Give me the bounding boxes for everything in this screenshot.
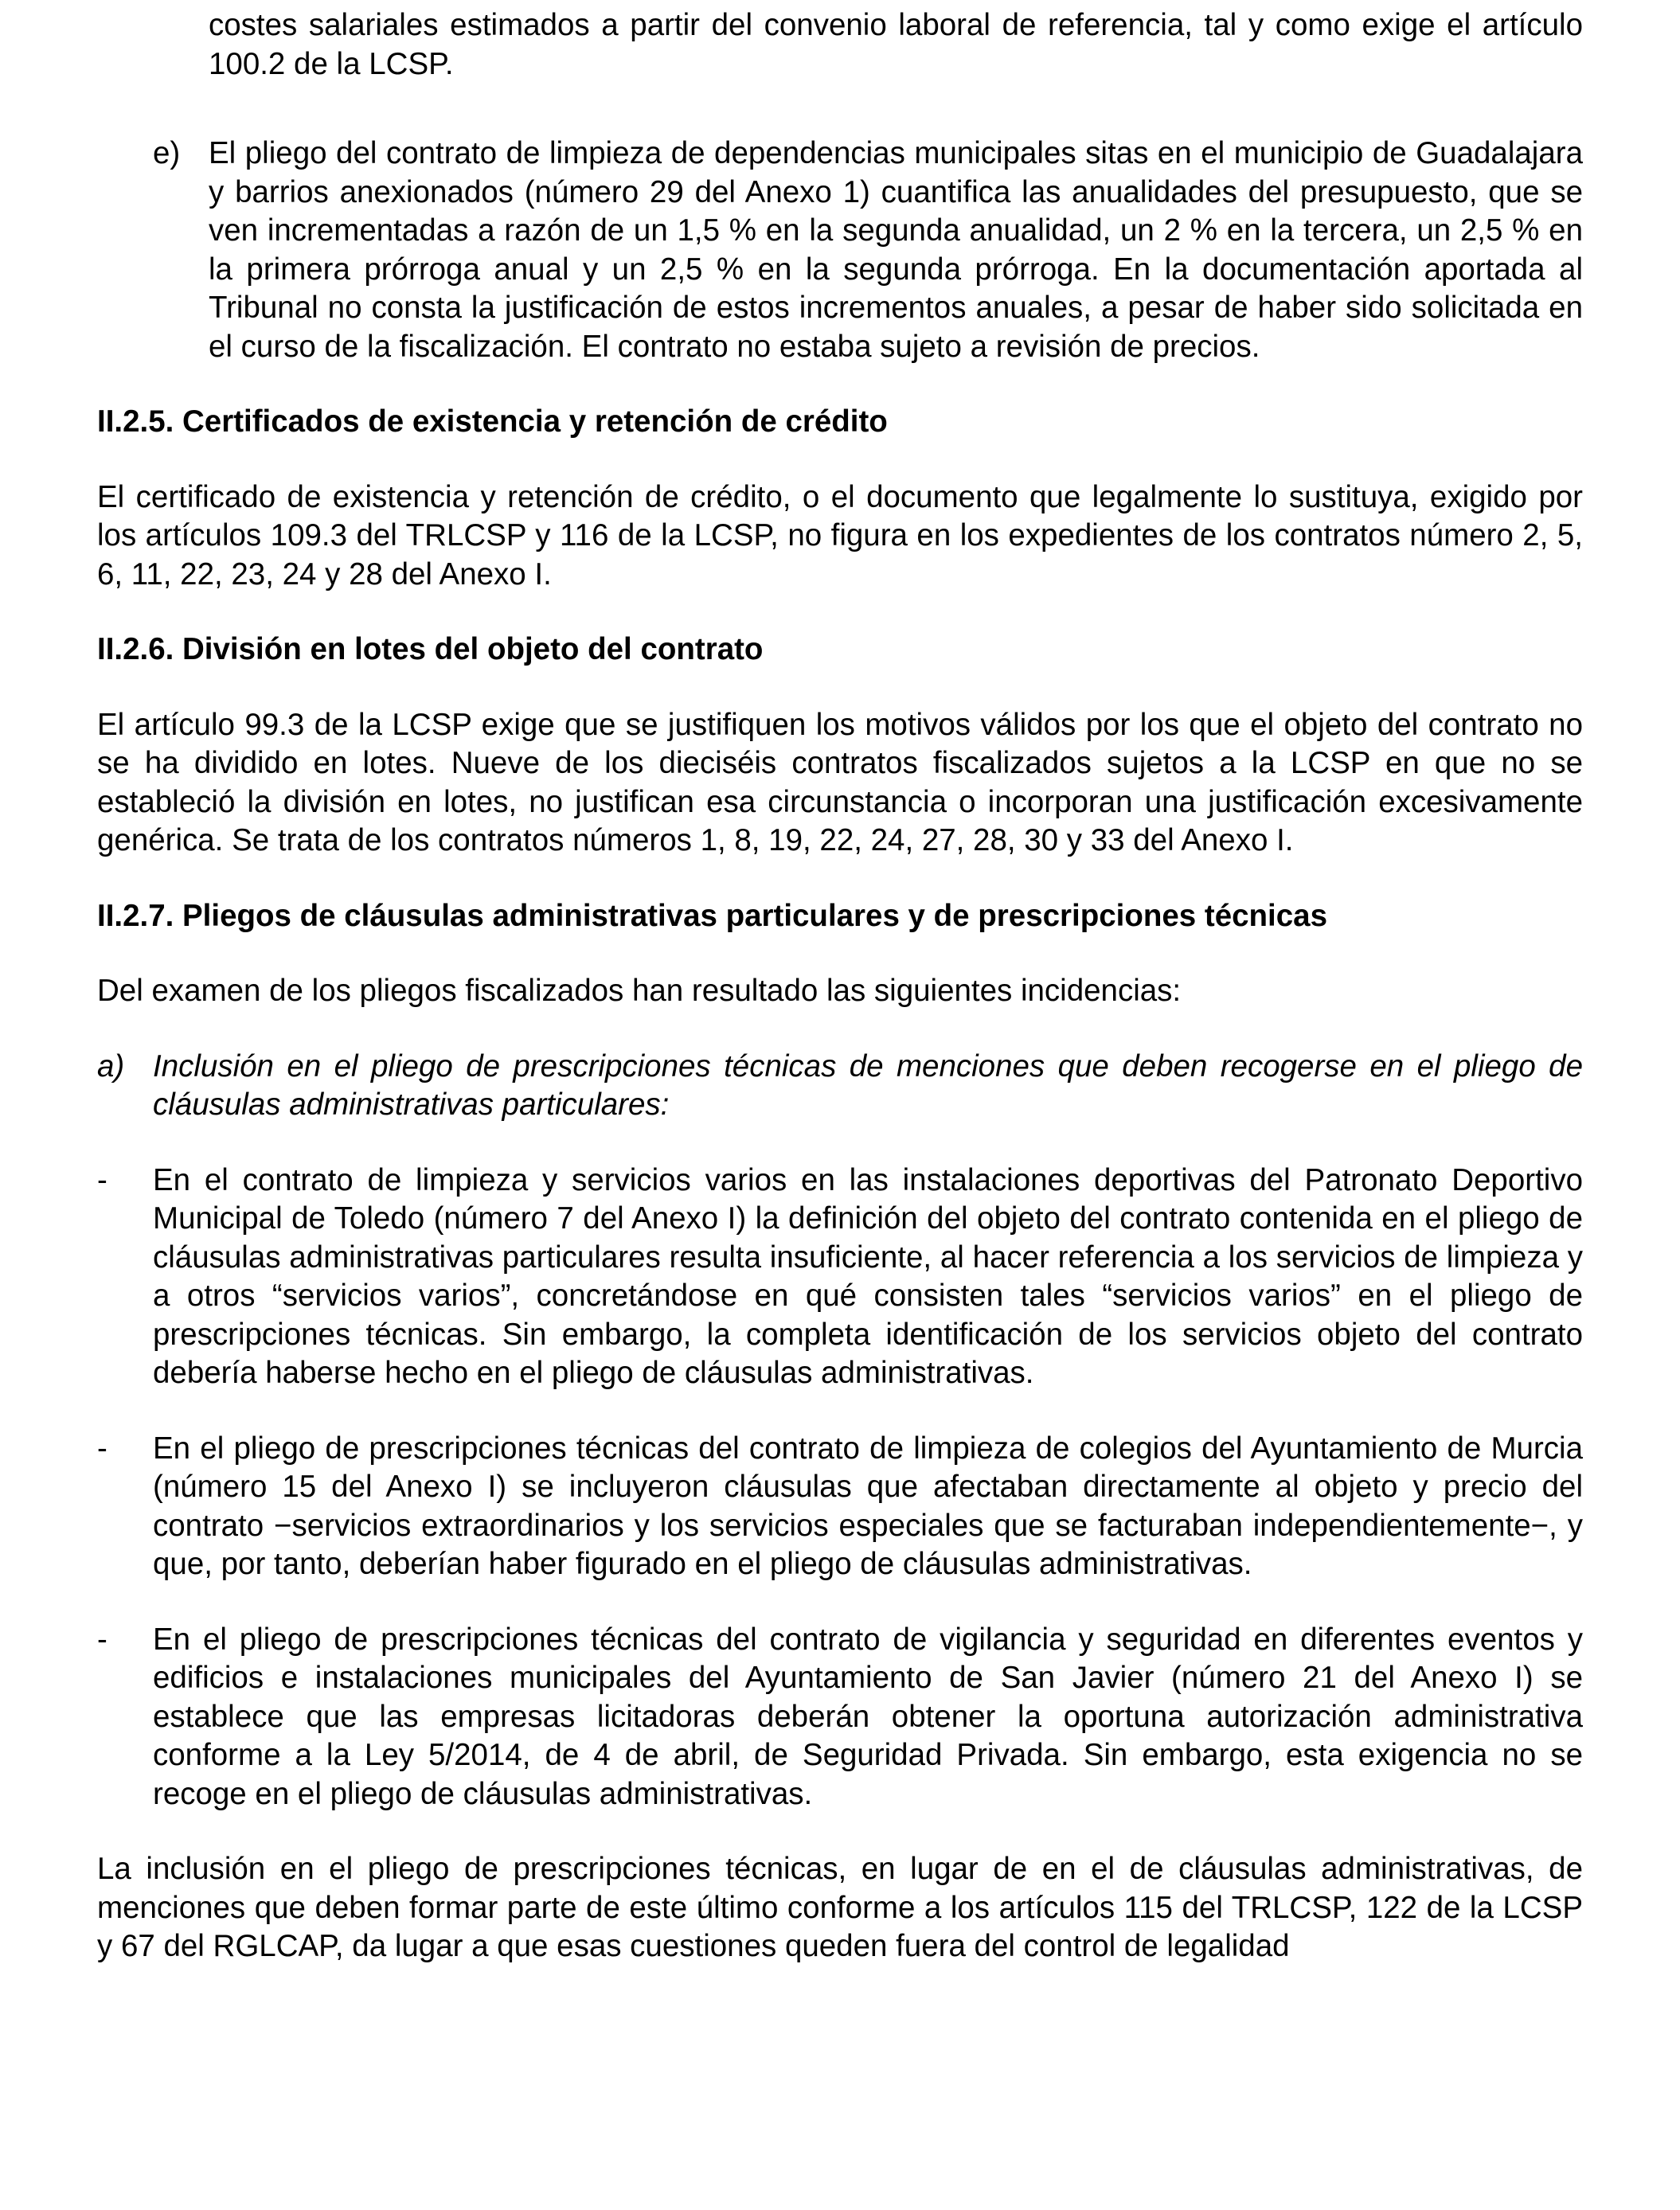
- list-marker-a: a): [97, 1048, 125, 1084]
- bullet-marker-3: -: [97, 1622, 107, 1657]
- section-2-2-7-intro: Del examen de los pliegos fiscalizados han resultado las siguientes incidencias:: [97, 974, 1182, 1008]
- bullet-item-1: [97, 1162, 1583, 1393]
- section-heading-2-2-7: II.2.7. Pliegos de cláusulas administrativas particulares y de prescripciones técnicas: [97, 898, 1327, 933]
- section-2-2-7-closing: La inclusión en el pliego de prescripciones técnicas, en lugar de en el de cláusulas administrativas, de menciones que deben formar parte de este último conforme a los artículos 115 del TRLCSP, 122 de la LCSP y 67 del RGLCAP, da lugar a que esas cuestiones queden fuera del control de legalidad: [97, 1852, 1583, 1963]
- document-page: [97, 6, 1583, 1966]
- continuation-list-item: [97, 6, 1583, 84]
- bullet-marker-1: -: [97, 1162, 107, 1197]
- list-item-e: [97, 135, 1583, 366]
- bullet-marker-2: -: [97, 1431, 107, 1466]
- list-item-a: [97, 1048, 1583, 1125]
- bullet-item-1-text: En el contrato de limpieza y servicios varios en las instalaciones deportivas del Patronato Deportivo Municipal de Toledo (número 7 del Anexo I) la definición del objeto del contrato contenida en el pliego de cláusulas administrativas particulares resulta insuficiente, al hacer referencia a los servicios de limpieza y a otros “servicios varios”, concretándose en qué consisten tales “servicios varios” en el pliego de prescripciones técnicas. Sin embargo, la completa identificación de los servicios objeto del contrato debería haberse hecho en el pliego de cláusulas administrativas.: [153, 1162, 1583, 1390]
- bullet-item-2: [97, 1430, 1583, 1584]
- bullet-item-3: [97, 1621, 1583, 1814]
- continuation-item-text: costes salariales estimados a partir del convenio laboral de referencia, tal y como exige el artículo 100.2 de la LCSP.: [209, 8, 1583, 81]
- list-item-e-text: El pliego del contrato de limpieza de dependencias municipales sitas en el municipio de Guadalajara y barrios anexionados (número 29 del Anexo 1) cuantifica las anualidades del presupuesto, que se ven incrementadas a razón de un 1,5 % en la segunda anualidad, un 2 % en la tercera, un 2,5 % en la primera prórroga anual y un 2,5 % en la segunda prórroga. En la documentación aportada al Tribunal no consta la justificación de estos incrementos anuales, a pesar de haber sido solicitada en el curso de la fiscalización. El contrato no estaba sujeto a revisión de precios.: [209, 136, 1583, 364]
- bullet-item-2-text: En el pliego de prescripciones técnicas del contrato de limpieza de colegios del Ayuntamiento de Murcia (número 15 del Anexo I) se incluyeron cláusulas que afectaban directamente al objeto y precio del contrato −servicios extraordinarios y los servicios especiales que se facturaban independientemente−, y que, por tanto, deberían haber figurado en el pliego de cláusulas administrativas.: [153, 1431, 1583, 1581]
- section-2-2-5-body: El certificado de existencia y retención de crédito, o el documento que legalmente lo sustituya, exigido por los artículos 109.3 del TRLCSP y 116 de la LCSP, no figura en los expedientes de los contratos número 2, 5, 6, 11, 22, 23, 24 y 28 del Anexo I.: [97, 479, 1583, 592]
- section-heading-2-2-5: II.2.5. Certificados de existencia y retención de crédito: [97, 404, 888, 439]
- section-heading-2-2-6: II.2.6. División en lotes del objeto del contrato: [97, 632, 764, 666]
- bullet-item-3-text: En el pliego de prescripciones técnicas del contrato de vigilancia y seguridad en diferentes eventos y edificios e instalaciones municipales del Ayuntamiento de San Javier (número 21 del Anexo I) se establece que las empresas licitadoras deberán obtener la oportuna autorización administrativa conforme a la Ley 5/2014, de 4 de abril, de Seguridad Privada. Sin embargo, esta exigencia no se recoge en el pliego de cláusulas administrativas.: [153, 1622, 1583, 1811]
- list-item-a-text: Inclusión en el pliego de prescripciones técnicas de menciones que deben recogerse en el pliego de cláusulas administrativas particulares:: [153, 1048, 1583, 1122]
- list-marker-e: e): [153, 136, 181, 170]
- section-2-2-6-body: El artículo 99.3 de la LCSP exige que se justifiquen los motivos válidos por los que el objeto del contrato no se ha dividido en lotes. Nueve de los dieciséis contratos fiscalizados sujetos a la LCSP en que no se estableció la división en lotes, no justifican esa circunstancia o incorporan una justificación excesivamente genérica. Se trata de los contratos números 1, 8, 19, 22, 24, 27, 28, 30 y 33 del Anexo I.: [97, 707, 1583, 857]
